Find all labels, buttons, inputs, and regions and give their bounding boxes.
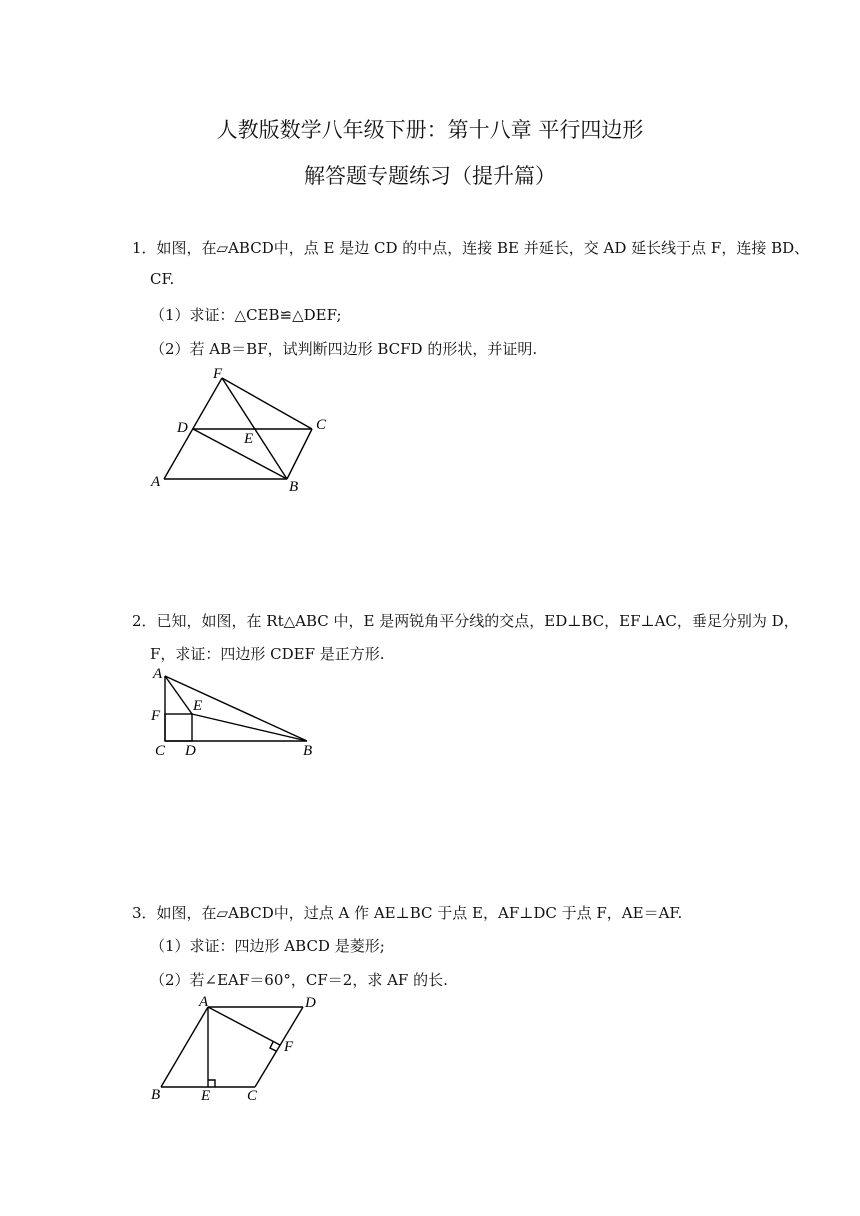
q3-label-a: A — [199, 994, 209, 1010]
q2-text-line1: 2．已知，如图，在 Rt△ABC 中，E 是两锐角平分线的交点，ED⊥BC，EF⊥AC，垂足分别为 D， — [132, 612, 799, 630]
q1-label-c: C — [316, 417, 327, 433]
q3-right-angle-f — [270, 1042, 276, 1051]
q2-label-a: A — [153, 666, 163, 682]
q2-segment-ab — [165, 676, 307, 741]
q2-segment-eb — [192, 714, 307, 741]
q1-segment-bc — [287, 429, 312, 479]
document-title: 人教版数学八年级下册：第十八章 平行四边形 — [216, 118, 644, 142]
q2-label-c: C — [155, 743, 166, 759]
q1-text-line2: CF. — [150, 270, 175, 288]
q1-label-e: E — [244, 431, 254, 447]
q2-label-b: B — [303, 743, 313, 759]
q2-label-d: D — [185, 743, 196, 759]
q3-label-b: B — [151, 1087, 161, 1103]
q1-label-b: B — [289, 479, 299, 495]
q3-label-d: D — [305, 995, 316, 1011]
q2-square-cdef — [165, 714, 192, 741]
q2-label-f: F — [151, 708, 161, 724]
q3-text-line1: 3．如图，在▱ABCD中，过点 A 作 AE⊥BC 于点 E，AF⊥DC 于点 F，AE＝AF. — [132, 904, 683, 922]
q2-text-line2: F，求证：四边形 CDEF 是正方形. — [150, 645, 385, 663]
q1-label-d: D — [177, 420, 188, 436]
q3-segment-af — [208, 1007, 280, 1045]
q3-segment-cd — [255, 1007, 303, 1087]
q2-label-e: E — [193, 698, 203, 714]
q3-part1: （1）求证：四边形 ABCD 是菱形; — [150, 937, 385, 955]
q1-label-f: F — [213, 366, 223, 382]
document-subtitle: 解答题专题练习（提升篇） — [304, 164, 556, 188]
q3-right-angle-e — [208, 1080, 215, 1087]
q1-part1: （1）求证：△CEB≌△DEF; — [150, 306, 342, 324]
q1-text-line1: 1．如图，在▱ABCD中，点 E 是边 CD 的中点，连接 BE 并延长，交 AD 延长线于点 F，连接 BD、 — [132, 239, 810, 257]
q1-label-a: A — [151, 474, 161, 490]
q3-segment-ab — [161, 1007, 208, 1087]
q3-label-f: F — [284, 1039, 294, 1055]
q1-segment-fc — [222, 378, 312, 429]
q1-segment-db — [193, 429, 287, 479]
q3-part2: （2）若∠EAF＝60°，CF＝2，求 AF 的长. — [150, 971, 448, 989]
q3-label-c: C — [247, 1088, 258, 1104]
q1-part2: （2）若 AB＝BF，试判断四边形 BCFD 的形状，并证明. — [150, 340, 538, 358]
q3-label-e: E — [201, 1088, 211, 1104]
